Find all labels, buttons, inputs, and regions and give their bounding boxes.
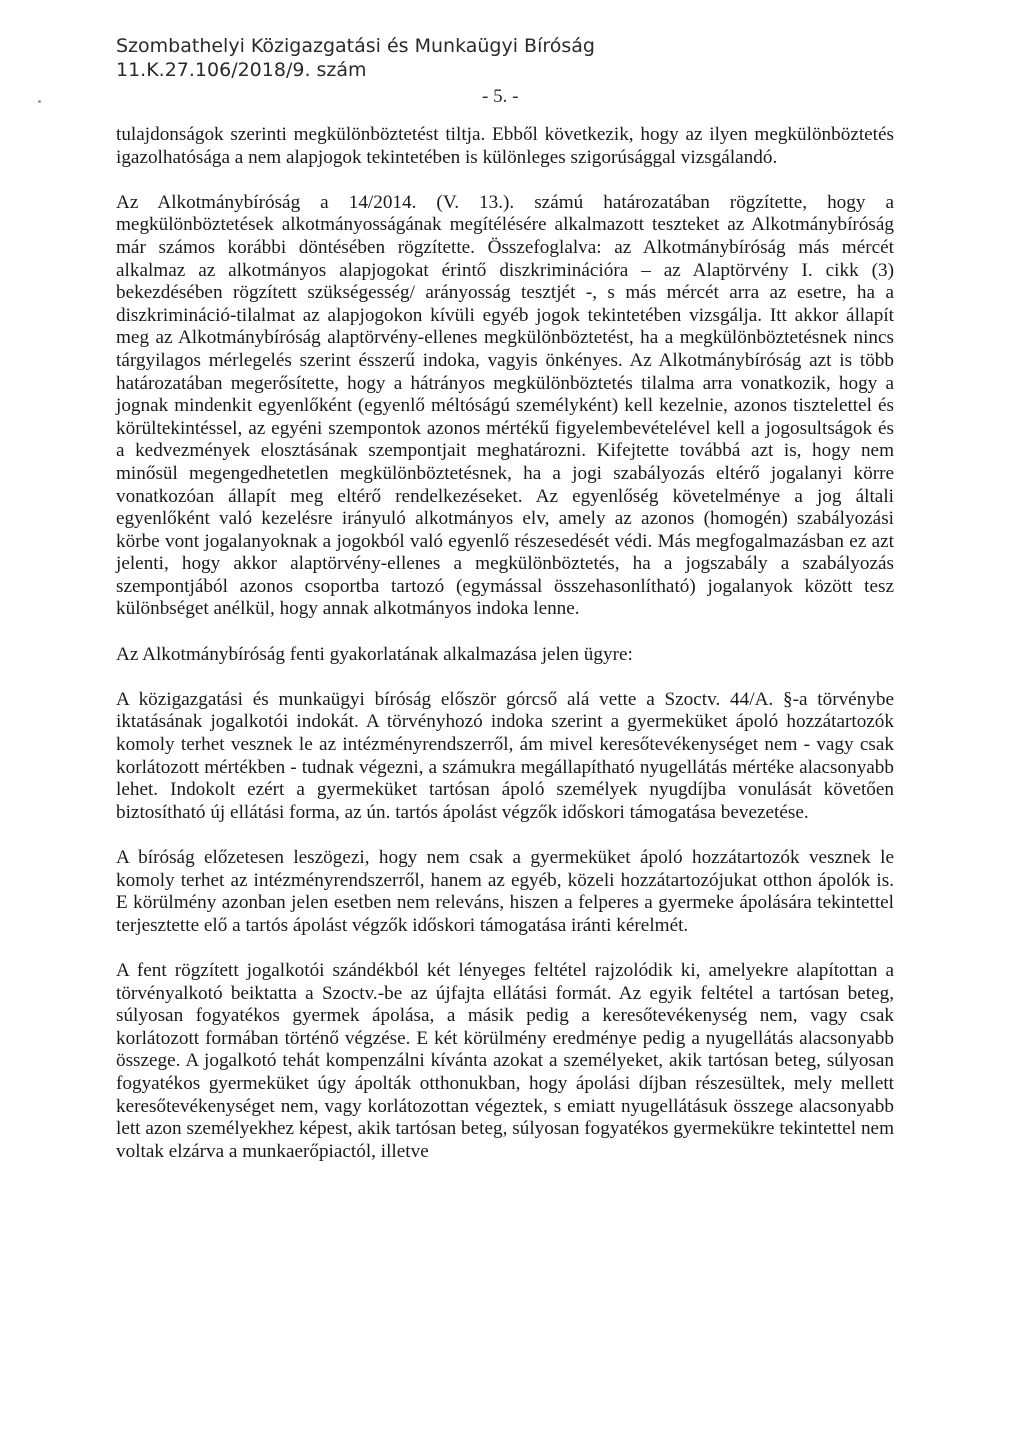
- court-name: Szombathelyi Közigazgatási és Munkaügyi Bíróság: [116, 35, 595, 57]
- document-header: [116, 34, 595, 82]
- paragraph: Az Alkotmánybíróság a 14/2014. (V. 13.). számú határozatában rögzítette, hogy a megkülönböztetések alkotmányosságának megítélésére alkalmazott teszteket az Alkotmánybíróság már számos korábbi döntésében rögzítette. Összefoglalva: az Alkotmánybíróság más mércét alkalmaz az alkotmányos alapjogokat érintő diszkriminációra – az Alaptörvény I. cikk (3) bekezdésében rögzített szükségesség/ arányosság tesztjét -, s más mércét arra az esetre, ha a diszkrimináció-tilalmat az alapjogokon kívüli egyéb jogok tekintetében vizsgálja. Itt akkor állapít meg az Alkotmánybíróság alaptörvény-ellenes megkülönböztetést, ha a megkülönböztetésnek nincs tárgyilagos mérlegelés szerint ésszerű indoka, vagyis önkényes. Az Alkotmánybíróság azt is több határozatában megerősítette, hogy a hátrányos megkülönböztetés tilalma arra vonatkozik, hogy a jognak mindenkit egyenlőként (egyenlő méltóságú személyként) kell kezelnie, azonos tisztelettel és körültekintéssel, az egyéni szempontok azonos mértékű figyelembevételével kell a jogosultságok és a kedvezmények elosztásának szempontjait meghatározni. Kifejtette továbbá azt is, hogy nem minősül megengedhetetlen megkülönböztetésnek, ha a jogi szabályozás eltérő jogalanyi körre vonatkozóan állapít meg eltérő rendelkezéseket. Az egyenlőség követelménye a jog általi egyenlőként való kezelésre irányuló alkotmányos elv, amely az azonos (homogén) szabályozási körbe vont jogalanyoknak a jogokból való egyenlő részesedését védi. Más megfogalmazásban ez azt jelenti, hogy akkor alaptörvény-ellenes a megkülönböztetés, ha a jogszabály a szabályozás szempontjából azonos csoportba tartozó (egymással összehasonlítható) jogalanyok között tesz különbséget anélkül, hogy annak alkotmányos indoka lenne.: [116, 191, 894, 620]
- page-number: - 5. -: [482, 86, 519, 107]
- document-body: [116, 124, 894, 1163]
- paragraph: A bíróság előzetesen leszögezi, hogy nem csak a gyermeküket ápoló hozzátartozók vesznek le komoly terhet az intézményrendszerről, hanem az egyéb, közeli hozzátartozójukat otthon ápolók is. E körülmény azonban jelen esetben nem releváns, hiszen a felperes a gyermeke ápolására tekintettel terjesztette elő a tartós ápolást végzők időskori támogatása iránti kérelmét.: [116, 847, 894, 936]
- paragraph: tulajdonságok szerinti megkülönböztetést tiltja. Ebből következik, hogy az ilyen megkülönböztetés igazolhatósága a nem alapjogok tekintetében is különleges szigorúsággal vizsgálandó.: [116, 124, 894, 168]
- case-number: 11.K.27.106/2018/9. szám: [116, 59, 367, 81]
- paragraph: Az Alkotmánybíróság fenti gyakorlatának alkalmazása jelen ügyre:: [116, 643, 633, 665]
- paragraph: A fent rögzített jogalkotói szándékból két lényeges feltétel rajzolódik ki, amelyekre alapítottan a törvényalkotó beiktatta a Szoctv.-be az újfajta ellátási formát. Az egyik feltétel a tartósan beteg, súlyosan fogyatékos gyermek ápolása, a másik pedig a keresőtevékenység nem, vagy csak korlátozott formában történő végzése. E két körülmény eredménye pedig a nyugellátás alacsonyabb összege. A jogalkotó tehát kompenzálni kívánta azokat a személyeket, akik tartósan beteg, súlyosan fogyatékos gyermeküket úgy ápolták otthonukban, hogy ápolási díjban részesültek, mely mellett keresőtevékenységet nem, vagy korlátozottan végeztek, s emiatt nyugellátásuk összege alacsonyabb lett azon személyekhez képest, akik tartósan beteg, súlyosan fogyatékos gyermekükre tekintettel nem voltak elzárva a munkaerőpiactól, illetve: [116, 959, 894, 1162]
- paragraph: A közigazgatási és munkaügyi bíróság először górcső alá vette a Szoctv. 44/A. §-a törvénybe iktatásának jogalkotói indokát. A törvényhozó indoka szerint a gyermeküket ápoló hozzátartozók komoly terhet vesznek le az intézményrendszerről, ám mivel keresőtevékenységet nem - vagy csak korlátozott mértékben - tudnak végezni, a számukra megállapítható nyugellátás mértéke alacsonyabb lehet. Indokolt ezért a gyermeküket tartósan ápoló személyek nyugdíjba vonulását követően biztosítható új ellátási forma, az ún. tartós ápolást végzők időskori támogatása bevezetése.: [116, 688, 894, 823]
- scan-artifact: [38, 100, 41, 103]
